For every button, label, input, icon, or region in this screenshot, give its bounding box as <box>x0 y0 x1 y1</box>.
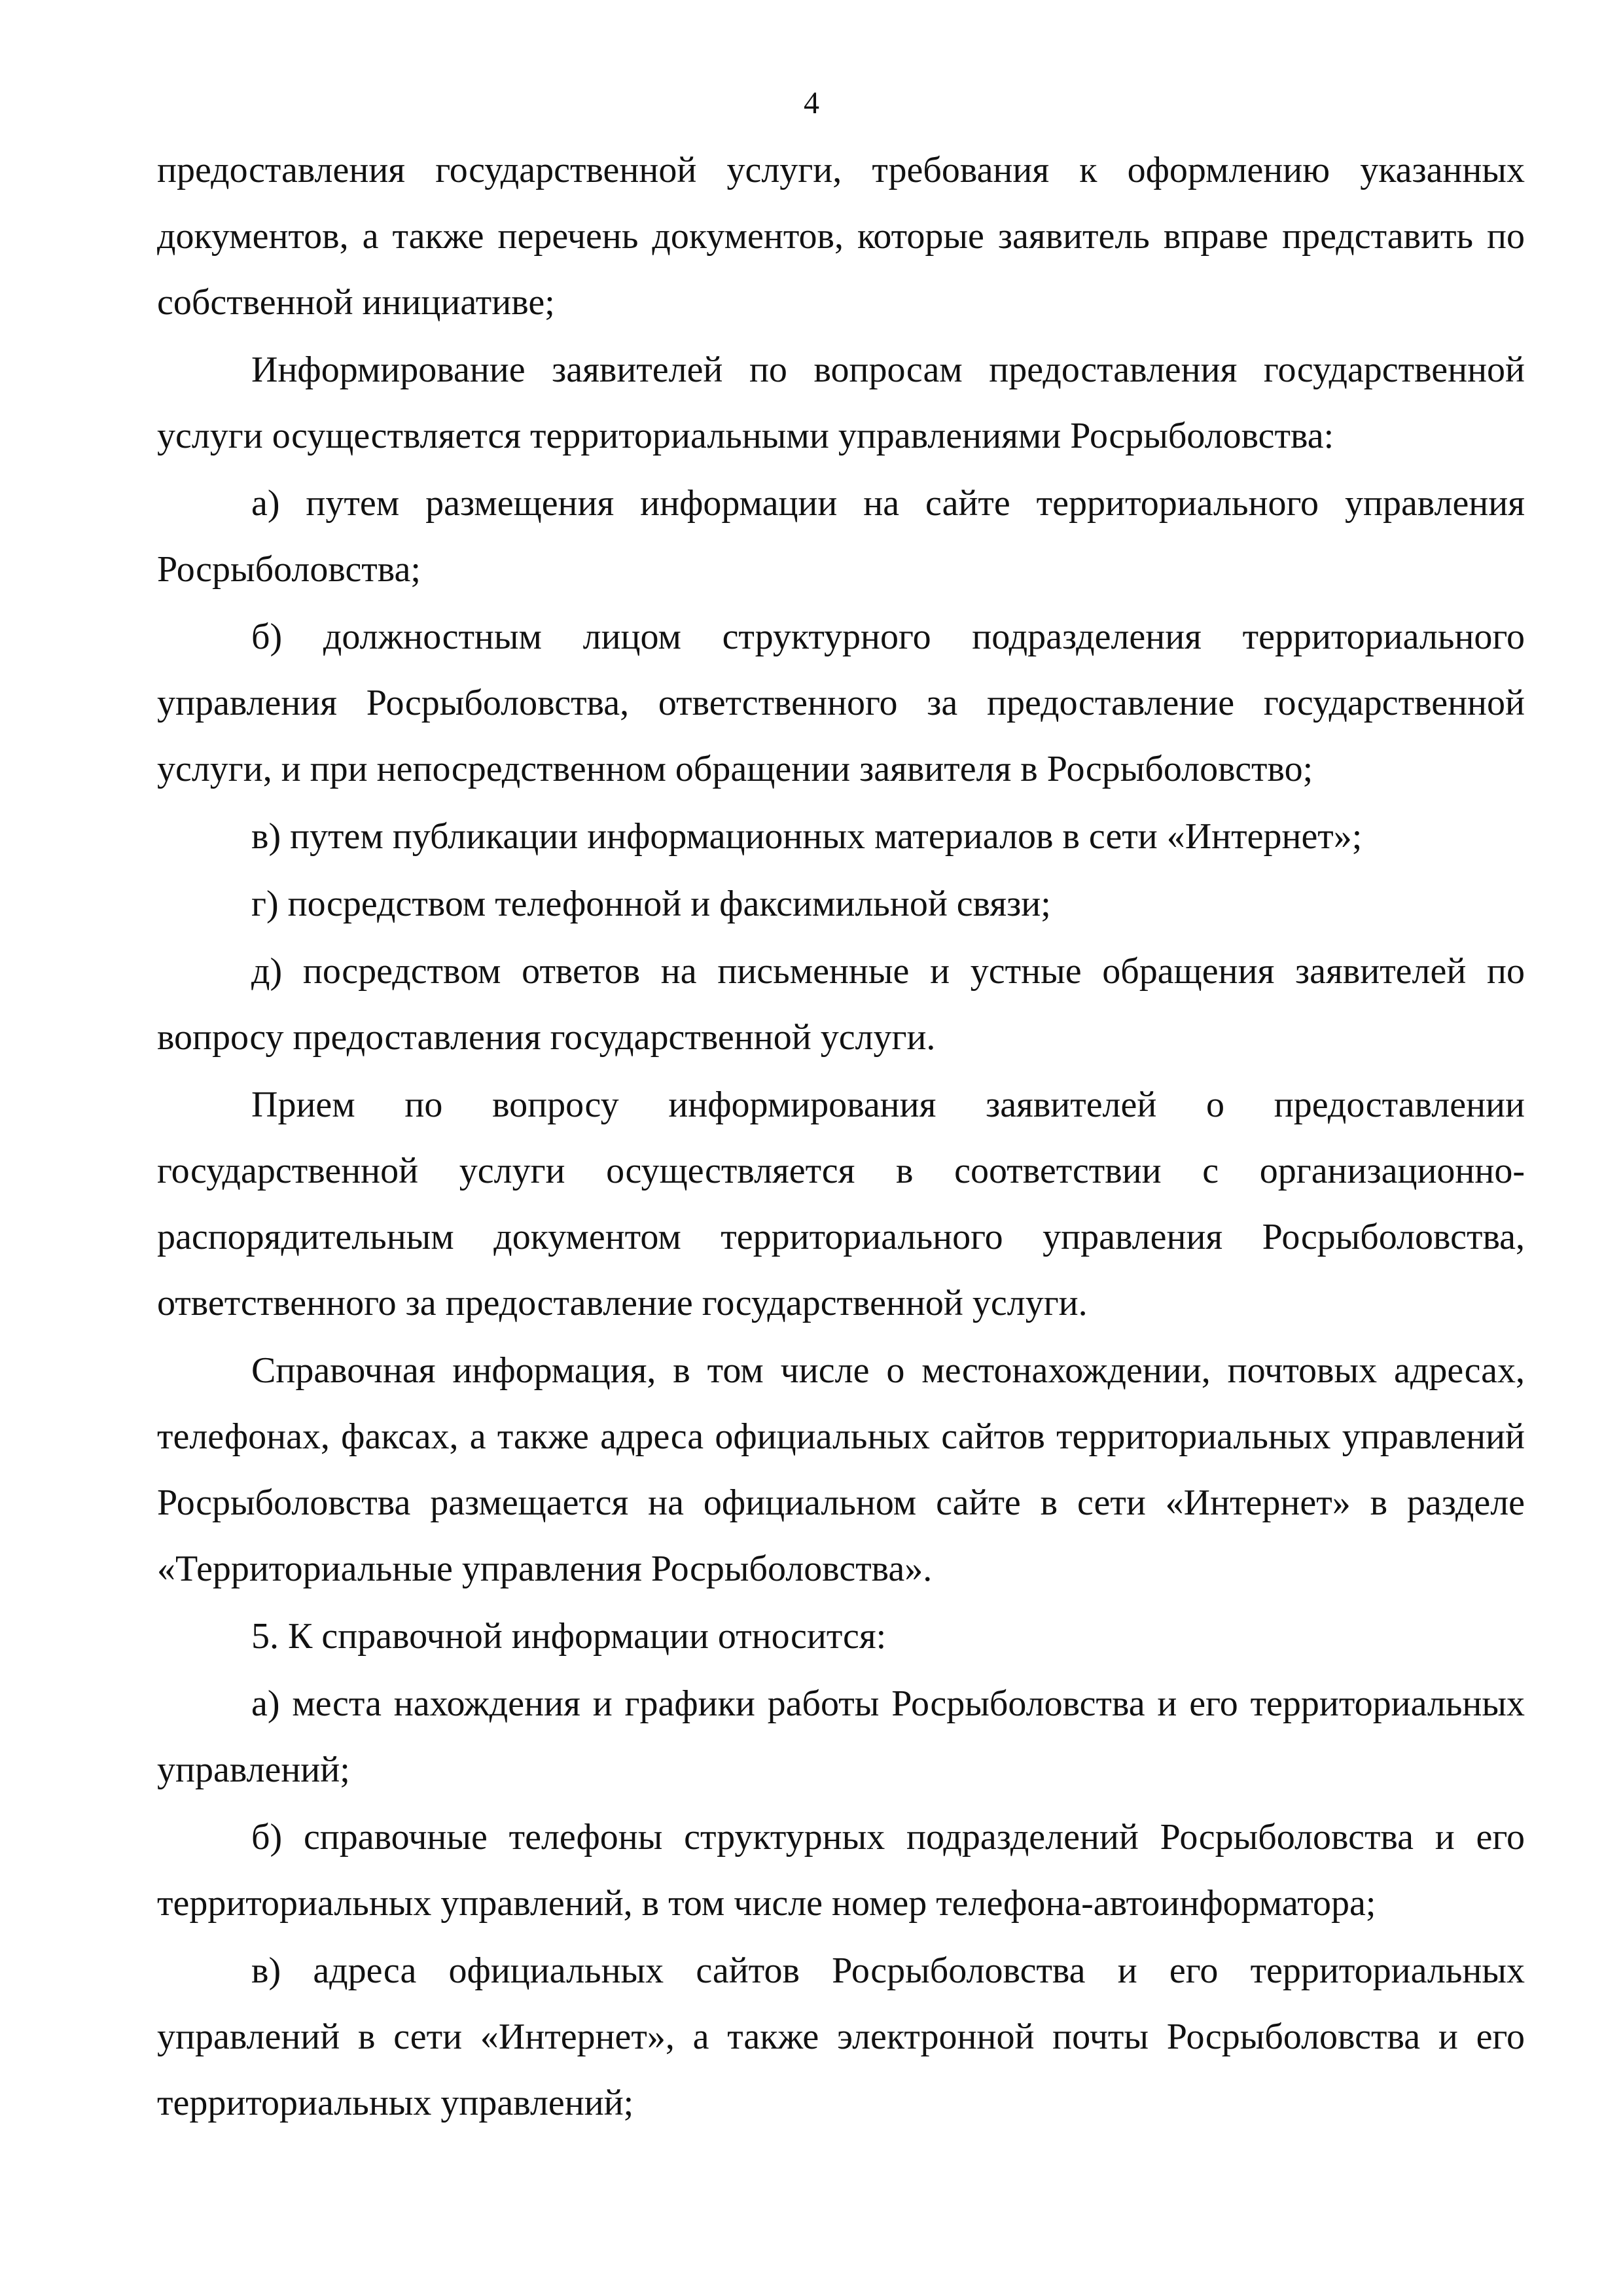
paragraph-reference-info: Справочная информация, в том числе о местонахождении, почтовых адресах, телефонах, факсах, а также адреса официальных сайтов территориальных управлений Росрыболовства размещается на официальном сайте в сети «Интернет» в разделе «Территориальные управления Росрыболовства». <box>157 1350 1525 1589</box>
paragraph-continuation: предоставления государственной услуги, требования к оформлению указанных документов, а также перечень документов, которые заявитель вправе представить по собственной инициативе; <box>157 150 1525 323</box>
document-body <box>157 137 1525 2138</box>
list-item-v-internet: в) путем публикации информационных материалов в сети «Интернет»; <box>251 816 1363 857</box>
list-item-g-phone-fax: г) посредством телефонной и факсимильной связи; <box>251 884 1051 924</box>
list-item-d-responses: д) посредством ответов на письменные и устные обращения заявителей по вопросу предоставления государственной услуги. <box>157 951 1525 1058</box>
list-item-b-official: б) должностным лицом структурного подразделения территориального управления Росрыболовства, ответственного за предоставление государственной услуги, и при непосредственном обращении заявителя в Росрыболовство; <box>157 617 1525 789</box>
paragraph-informing-intro: Информирование заявителей по вопросам предоставления государственной услуги осуществляется территориальными управлениями Росрыболовства: <box>157 350 1525 456</box>
list-item-v-sites: в) адреса официальных сайтов Росрыболовства и его территориальных управлений в сети «Интернет», а также электронной почты Росрыболовства и его территориальных управлений; <box>157 1950 1525 2123</box>
list-item-b-phones: б) справочные телефоны структурных подразделений Росрыболовства и его территориальных управлений, в том числе номер телефона-автоинформатора; <box>157 1817 1525 1924</box>
section-5-heading: 5. К справочной информации относится: <box>251 1616 887 1657</box>
list-item-a-website: а) путем размещения информации на сайте территориального управления Росрыболовства; <box>157 483 1525 590</box>
paragraph-reception: Прием по вопросу информирования заявителей о предоставлении государственной услуги осуществляется в соответствии с организационно-распорядительным документом территориального управления Росрыболовства, ответственного за предоставление государственной услуги. <box>157 1085 1525 1323</box>
list-item-a-locations: а) места нахождения и графики работы Росрыболовства и его территориальных управлений; <box>157 1683 1525 1790</box>
page-number: 4 <box>804 86 819 120</box>
